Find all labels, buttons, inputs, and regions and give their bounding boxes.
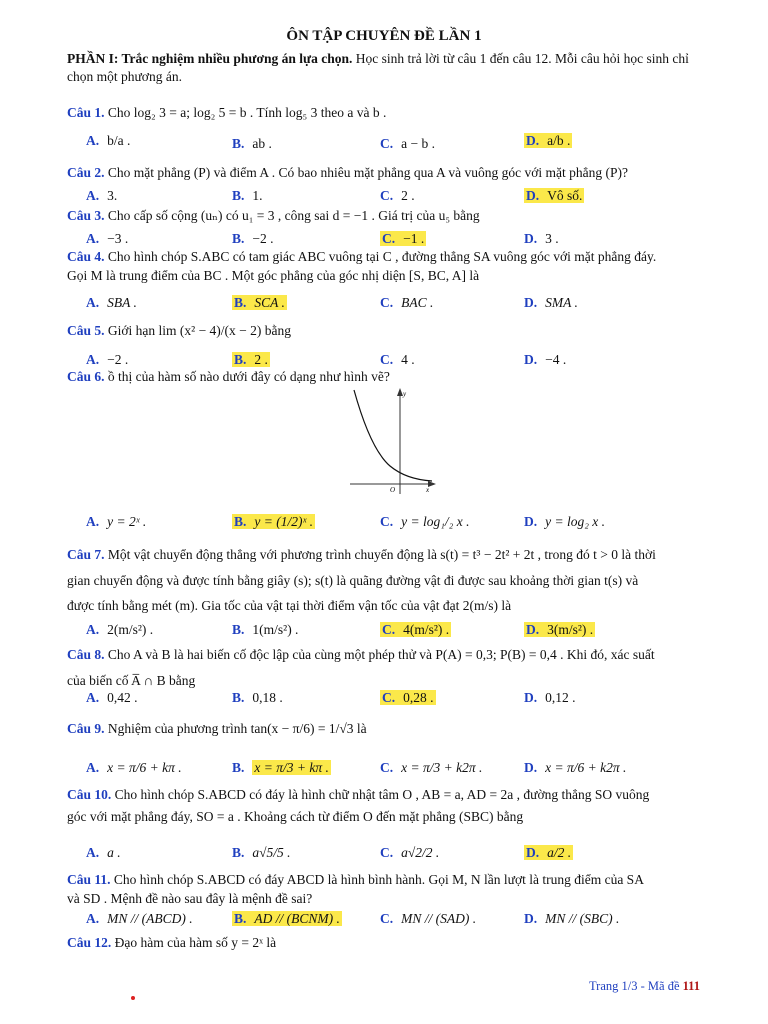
q5-option-d: D. −4 . — [524, 352, 567, 367]
q11-option-d: D. MN // (SBC) . — [524, 911, 620, 926]
question-4-line-2: Gọi M là trung điểm của BC . Một góc phẳng của góc nhị diện [S, BC, A] là — [67, 268, 480, 283]
y-axis-label: y — [403, 390, 407, 398]
q8-option-d: D. 0,12 . — [524, 690, 576, 705]
q5-option-b: B. 2 . — [234, 352, 268, 367]
q6-option-d: D. y = log₂ x . — [524, 514, 606, 529]
q1-option-a: A. b/a . — [86, 133, 131, 148]
question-11: Câu 11. Cho hình chóp S.ABCD có đáy ABCD là hình bình hành. Gọi M, N lần lượt là trung điểm của SA — [67, 872, 644, 887]
q2-option-d: D. Vô số. — [526, 188, 583, 203]
q2-option-a: A. 3. — [86, 188, 118, 203]
q10-option-b: B. a√5/5 . — [232, 845, 291, 860]
q5-option-a: A. −2 . — [86, 352, 129, 367]
q4-option-b: B. SCA . — [234, 295, 285, 310]
q11-option-c: C. MN // (SAD) . — [380, 911, 477, 926]
q5-option-c: C. 4 . — [380, 352, 415, 367]
question-10-line-2: góc với mặt phẳng đáy, SO = a . Khoảng cách từ điểm O đến mặt phẳng (SBC) bằng — [67, 809, 524, 824]
q10-option-a: A. a . — [86, 845, 121, 860]
question-7: Câu 7. Một vật chuyển động thẳng với phương trình chuyển động là s(t) = t³ − 2t² + 2t , trong đó t > 0 là thời — [67, 547, 656, 562]
question-9: Câu 9. Nghiệm của phương trình tan(x − π/6) = 1/√3 là — [67, 721, 367, 736]
question-6: Câu 6. ồ thị của hàm số nào dưới đây có dạng như hình vẽ? — [67, 369, 390, 384]
q9-option-d: D. x = π/6 + k2π . — [524, 760, 627, 775]
question-5: Câu 5. Giới hạn lim (x² − 4)/(x − 2) bằng — [67, 323, 292, 338]
q7-option-d: D. 3(m/s²) . — [526, 622, 594, 637]
question-8: Câu 8. Cho A và B là hai biến cố độc lập của cùng một phép thử và P(A) = 0,3; P(B) = 0,4 . Khi đó, xác suất — [67, 647, 655, 662]
q8-option-b: B. 0,18 . — [232, 690, 283, 705]
q6-option-c: C. y = log₁/₂ x . — [380, 514, 470, 529]
q7-option-b: B. 1(m/s²) . — [232, 622, 299, 637]
page-footer — [589, 979, 700, 994]
question-12: Câu 12. Đạo hàm của hàm số y = 2ˣ là — [67, 935, 277, 950]
q8-option-c: C. 0,28 . — [382, 690, 434, 705]
footer-text: Trang 1/3 - Mã đề — [588, 979, 683, 993]
q9-option-c: C. x = π/3 + k2π . — [380, 760, 483, 775]
q7-option-a: A. 2(m/s²) . — [86, 622, 154, 637]
q4-option-c: C. BAC . — [380, 295, 434, 310]
q7-option-c: C. 4(m/s²) . — [382, 622, 450, 637]
question-4: Câu 4. Cho hình chóp S.ABC có tam giác ABC vuông tại C , đường thẳng SA vuông góc với mặt phẳng đáy. — [67, 249, 657, 264]
question-1-text: Cho log₂ 3 = a; log₂ 5 = b . Tính log₅ 3 theo a và b . — [107, 105, 387, 120]
question-7-line-2: gian chuyển động và được tính bằng giây (s); s(t) là quãng đường vật đi được sau khoảng thời gian t(s) và — [67, 573, 639, 588]
q9-option-a: A. x = π/6 + kπ . — [86, 760, 182, 775]
q8-option-a: A. 0,42 . — [86, 690, 138, 705]
q10-option-d: D. a/2 . — [526, 845, 572, 860]
x-axis-label: x — [426, 486, 430, 494]
question-7-line-3: được tính bằng mét (m). Gia tốc của vật tại thời điểm vận tốc của vật đạt 2(m/s) là — [67, 598, 512, 613]
q2-option-b: B. 1. — [232, 188, 263, 203]
q6-option-a: A. y = 2ˣ . — [86, 514, 147, 529]
q10-option-c: C. a√2/2 . — [380, 845, 440, 860]
part-instructions: Học sinh trả lời từ câu 1 đến câu 12. Mỗi câu hỏi học sinh chỉ chọn một phương án. — [67, 51, 689, 84]
q2-option-c: C. 2 . — [380, 188, 415, 203]
origin-label: O — [390, 486, 396, 494]
q11-option-a: A. MN // (ABCD) . — [86, 911, 193, 926]
question-2: Câu 2. Cho mặt phẳng (P) và điểm A . Có bao nhiêu mặt phẳng qua A và vuông góc với mặt phẳng (P)? — [67, 165, 628, 180]
q1-option-b: B. ab . — [232, 136, 272, 151]
exponential-graph — [340, 386, 440, 498]
q1-option-c: C. a − b . — [380, 136, 435, 151]
question-11-line-2: và SD . Mệnh đề nào sau đây là mệnh đề sai? — [67, 891, 313, 906]
q9-option-b: B. x = π/3 + kπ . — [232, 760, 329, 775]
question-10: Câu 10. Cho hình chóp S.ABCD có đáy là hình chữ nhật tâm O , AB = a, AD = 2a , đường thẳng SO vuông — [67, 787, 650, 802]
q11-option-b: B. AD // (BCNM) . — [234, 911, 340, 926]
exam-code: 111 — [682, 979, 700, 993]
q4-option-a: A. SBA . — [86, 295, 137, 310]
red-dot-mark — [131, 996, 135, 1000]
q6-option-b: B. y = (1/2)ˣ . — [234, 514, 314, 529]
question-1: Câu 1. Cho log₂ 3 = a; log₂ 5 = b . Tính log₅ 3 theo a và b . — [67, 105, 387, 120]
part-heading — [67, 50, 707, 86]
curve — [354, 390, 432, 481]
question-3: Câu 3. Cho cấp số cộng (uₙ) có u₁ = 3 , công sai d = −1 . Giá trị của u₅ bằng — [67, 208, 480, 223]
page-title: ÔN TẬP CHUYÊN ĐỀ LẦN 1 — [286, 28, 482, 44]
q4-option-d: D. SMA . — [524, 295, 578, 310]
x-axis-arrow — [428, 481, 436, 487]
q3-option-a: A. −3 . — [86, 231, 129, 246]
q3-option-d: D. 3 . — [524, 231, 559, 246]
q3-option-b: B. −2 . — [232, 231, 274, 246]
part-label: PHẦN I: Trắc nghiệm nhiều phương án lựa chọn. — [67, 51, 353, 66]
q1-option-d: D. a/b . — [526, 133, 571, 148]
q3-option-c: C. −1 . — [382, 231, 425, 246]
question-8-line-2: của biến cố A̅ ∩ B bằng — [67, 673, 196, 688]
